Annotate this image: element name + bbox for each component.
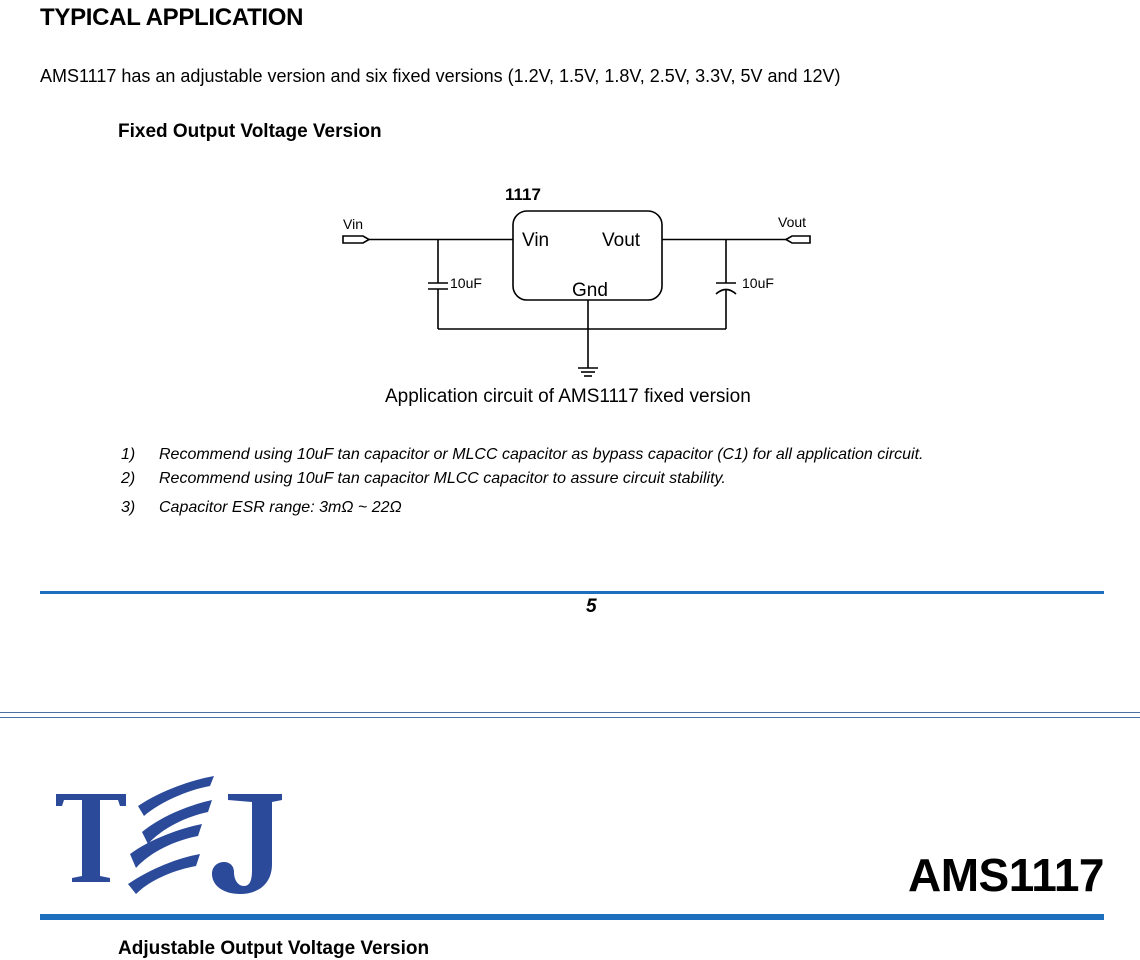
tsj-logo — [52, 772, 284, 900]
note-number: 3) — [121, 499, 136, 516]
input-terminal — [343, 236, 369, 243]
section-title: TYPICAL APPLICATION — [40, 4, 304, 31]
note-number: 2) — [121, 470, 136, 487]
output-terminal — [786, 236, 810, 243]
note-text: Capacitor ESR range: 3mΩ ~ 22Ω — [159, 499, 402, 516]
page-number: 5 — [586, 596, 597, 617]
page-separator-bottom — [0, 717, 1140, 718]
intro-text: AMS1117 has an adjustable version and six fixed versions (1.2V, 1.5V, 1.8V, 2.5V, 3.3V, 5V and 12V) — [40, 66, 841, 86]
output-capacitor-label: 10uF — [742, 275, 774, 291]
part-number: AMS1117 — [908, 849, 1104, 901]
ic-pin-gnd: Gnd — [572, 280, 608, 301]
footer-rule — [40, 591, 1104, 594]
note-number: 1) — [121, 446, 136, 463]
circuit-caption: Application circuit of AMS1117 fixed version — [385, 386, 751, 407]
output-label: Vout — [778, 214, 807, 230]
ic-pin-vout: Vout — [602, 230, 641, 251]
note-text: Recommend using 10uF tan capacitor or MLCC capacitor as bypass capacitor (C1) for all application circuit. — [159, 446, 924, 463]
page-separator-top — [0, 712, 1140, 713]
header-rule — [40, 914, 1104, 920]
input-capacitor-label: 10uF — [450, 275, 482, 291]
next-section-heading: Adjustable Output Voltage Version — [118, 938, 430, 959]
subsection-title: Fixed Output Voltage Version — [118, 121, 382, 142]
input-label: Vin — [343, 216, 363, 232]
ic-label: 1117 — [505, 185, 541, 204]
note-text: Recommend using 10uF tan capacitor MLCC capacitor to assure circuit stability. — [159, 470, 726, 487]
ic-pin-vin: Vin — [522, 230, 550, 251]
